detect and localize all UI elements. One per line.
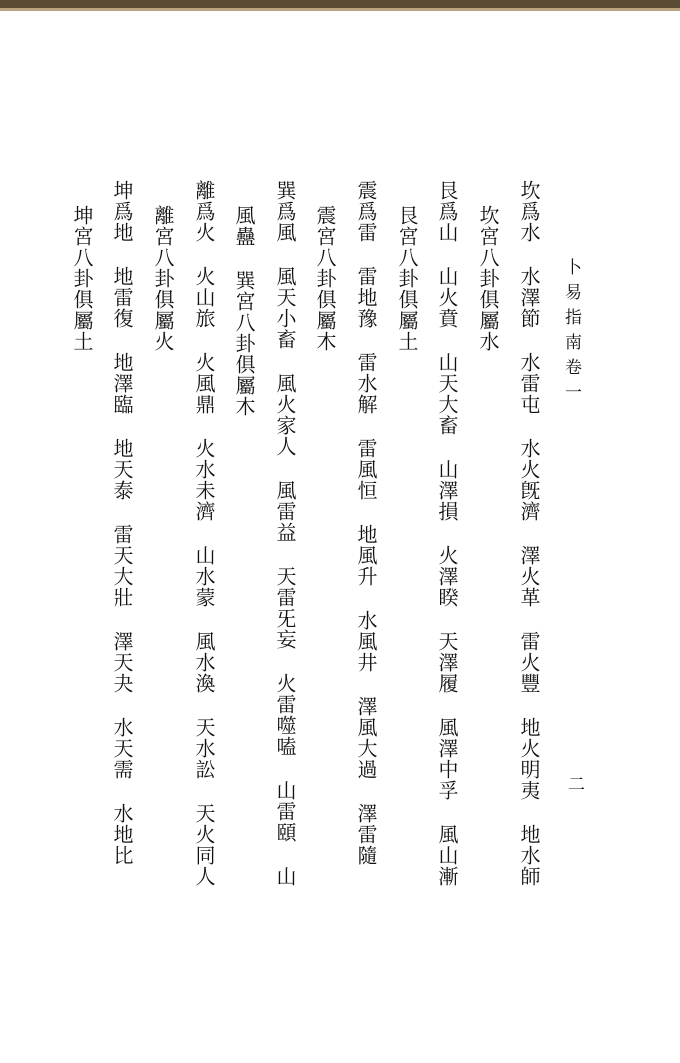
hexagram-name: 水風井 (354, 610, 378, 673)
hexagram-name: 雷風恒 (354, 438, 378, 501)
hexagram-name: 離爲火 (192, 180, 216, 243)
text-column-11 (108, 180, 136, 866)
hexagram-name: 風澤中孚 (435, 717, 459, 801)
hexagram-name: 地水師 (517, 824, 541, 887)
text-column-7 (271, 180, 299, 887)
text-column-3 (433, 180, 461, 887)
hexagram-name: 地火明夷 (517, 717, 541, 801)
hexagram-name: 澤風大過 (354, 696, 378, 780)
hexagram-name: 風水渙 (192, 631, 216, 694)
hexagram-name: 澤雷隨 (354, 803, 378, 866)
hexagram-name: 風山漸 (435, 824, 459, 887)
hexagram-name: 水地比 (110, 803, 134, 866)
text-column-8 (230, 205, 258, 417)
hexagram-name: 地澤臨 (110, 352, 134, 415)
header-title: 卜易指南 (561, 258, 581, 358)
hexagram-name: 巽爲風 (273, 180, 297, 243)
hexagram-name: 雷地豫 (354, 266, 378, 329)
hexagram-name: 山火賁 (435, 266, 459, 329)
text-column-10 (149, 205, 177, 352)
hexagram-name: 澤天夬 (110, 631, 134, 694)
hexagram-name: 火雷噬嗑 (273, 673, 297, 757)
hexagram-name: 山天大畜 (435, 352, 459, 436)
hexagram-name: 風蠱 (232, 205, 256, 247)
palace-summary: 坤宮八卦俱屬土 (70, 205, 94, 352)
hexagram-name: 水天需 (110, 717, 134, 780)
hexagram-name: 坎爲水 (517, 180, 541, 243)
text-column-9 (190, 180, 218, 887)
hexagram-name: 雷火豐 (517, 631, 541, 694)
hexagram-name: 雷水解 (354, 352, 378, 415)
text-column-6 (311, 205, 339, 352)
page-number: 二 (564, 775, 584, 793)
palace-summary: 離宮八卦俱屬火 (151, 205, 175, 352)
hexagram-name: 山 (273, 866, 297, 887)
hexagram-name: 天水訟 (192, 717, 216, 780)
hexagram-name: 艮爲山 (435, 180, 459, 243)
hexagram-name: 火山旅 (192, 266, 216, 329)
hexagram-name: 風雷益 (273, 480, 297, 543)
hexagram-name: 天澤履 (435, 631, 459, 694)
palace-summary: 艮宮八卦俱屬土 (395, 205, 419, 352)
text-column-4 (393, 205, 421, 352)
hexagram-name: 水澤節 (517, 266, 541, 329)
hexagram-name: 坤爲地 (110, 180, 134, 243)
hexagram-name: 山澤損 (435, 459, 459, 522)
hexagram-name: 震爲雷 (354, 180, 378, 243)
hexagram-name: 天雷旡妄 (273, 566, 297, 650)
palace-summary: 坎宮八卦俱屬水 (476, 205, 500, 352)
hexagram-name: 地風升 (354, 524, 378, 587)
hexagram-name: 火澤睽 (435, 545, 459, 608)
text-column-12 (68, 205, 96, 352)
hexagram-name: 風天小畜 (273, 266, 297, 350)
hexagram-name: 地天泰 (110, 438, 134, 501)
hexagram-name: 山水蒙 (192, 545, 216, 608)
hexagram-name: 雷天大壯 (110, 524, 134, 608)
text-column-5 (352, 180, 380, 866)
hexagram-name: 火風鼎 (192, 352, 216, 415)
top-border-line (0, 8, 680, 11)
hexagram-name: 澤火革 (517, 545, 541, 608)
hexagram-name: 地雷復 (110, 266, 134, 329)
palace-summary: 震宮八卦俱屬木 (313, 205, 337, 352)
hexagram-name: 水雷屯 (517, 352, 541, 415)
header-title-column (557, 258, 585, 408)
hexagram-name: 火水未濟 (192, 438, 216, 522)
text-column-1 (515, 180, 543, 887)
hexagram-name: 山雷頤 (273, 780, 297, 843)
hexagram-name: 天火同人 (192, 803, 216, 887)
top-border (0, 0, 680, 8)
text-column-2 (474, 205, 502, 352)
hexagram-name: 水火旣濟 (517, 438, 541, 522)
palace-summary: 巽宮八卦俱屬木 (232, 270, 256, 417)
header-volume: 卷一 (561, 358, 581, 408)
page-number-column (560, 775, 588, 793)
hexagram-name: 風火家人 (273, 373, 297, 457)
